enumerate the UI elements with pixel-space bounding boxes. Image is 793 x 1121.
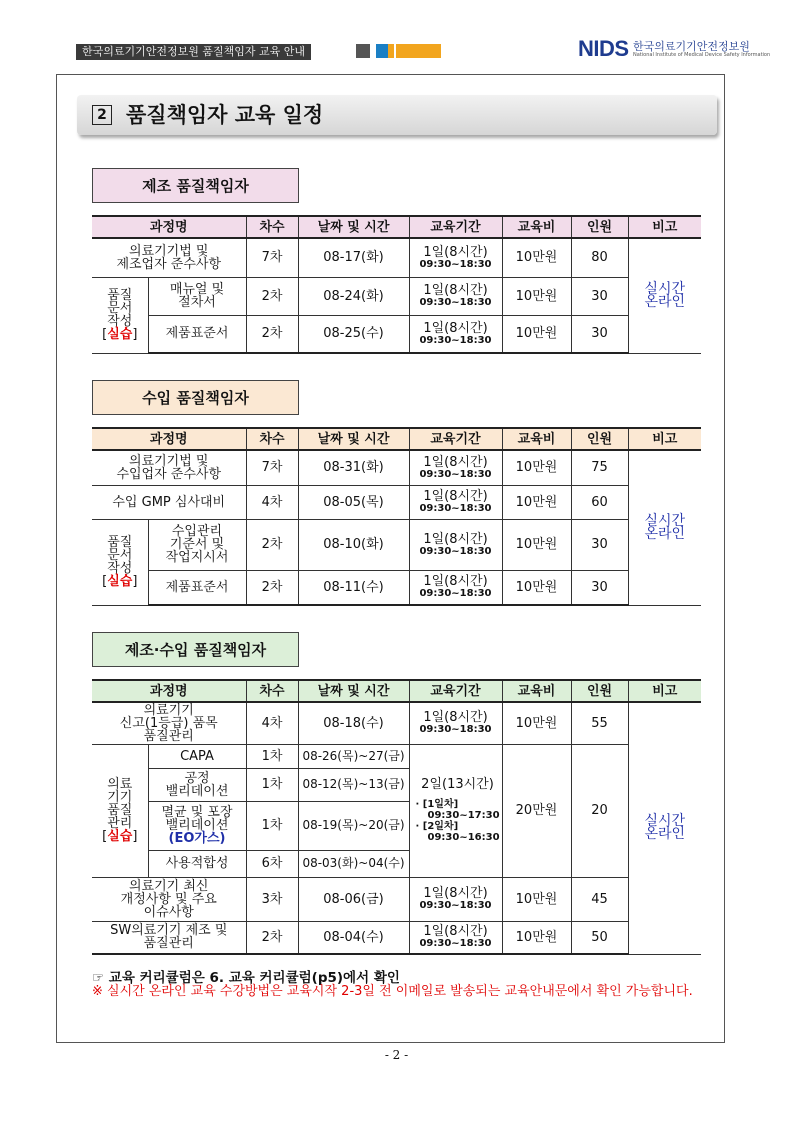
round: 7차 (246, 238, 298, 277)
course-name: 제품표준서 (148, 315, 246, 353)
import-table (92, 427, 701, 606)
table-row (92, 277, 701, 315)
note-online: 실시간 온라인 (628, 238, 701, 353)
course-name: 매뉴얼 및 절차서 (148, 277, 246, 315)
col-period: 교육기간 (409, 428, 502, 450)
fee: 10만원 (502, 877, 571, 921)
people: 75 (571, 450, 628, 485)
both-table (92, 679, 701, 955)
col-round: 차수 (246, 680, 298, 702)
course-name: 의료기기법 및 제조업자 준수사항 (92, 238, 246, 277)
fee: 10만원 (502, 921, 571, 954)
people: 45 (571, 877, 628, 921)
round: 1차 (246, 801, 298, 850)
period: 1일(8시간) 09:30~18:30 (409, 702, 502, 744)
fee: 10만원 (502, 315, 571, 353)
period: 1일(8시간) 09:30~18:30 (409, 450, 502, 485)
group-label: 의료 기기 품질 관리 [실습] (92, 744, 148, 877)
people: 20 (571, 744, 628, 877)
date: 08-24(화) (298, 277, 409, 315)
date: 08-04(수) (298, 921, 409, 954)
col-period: 교육기간 (409, 216, 502, 238)
col-fee: 교육비 (502, 428, 571, 450)
fee: 10만원 (502, 277, 571, 315)
course-name: 수입관리 기준서 및 작업지시서 (148, 519, 246, 570)
course-name: 멸균 및 포장 밸리데이션 (EO가스) (148, 801, 246, 850)
col-note: 비고 (628, 680, 701, 702)
course-name: 사용적합성 (148, 850, 246, 877)
round: 6차 (246, 850, 298, 877)
round: 1차 (246, 768, 298, 801)
fee: 10만원 (502, 702, 571, 744)
col-fee: 교육비 (502, 216, 571, 238)
date: 08-03(화)~04(수) (298, 850, 409, 877)
people: 30 (571, 277, 628, 315)
col-people: 인원 (571, 680, 628, 702)
date: 08-06(금) (298, 877, 409, 921)
people: 60 (571, 485, 628, 519)
page-number: - 2 - (384, 1048, 409, 1062)
table-row (92, 450, 701, 485)
course-name: SW의료기기 제조 및 품질관리 (92, 921, 246, 954)
round: 2차 (246, 277, 298, 315)
date: 08-17(화) (298, 238, 409, 277)
col-fee: 교육비 (502, 680, 571, 702)
logo-org-name: 한국의료기기안전정보원 (633, 40, 750, 53)
round: 4차 (246, 485, 298, 519)
date: 08-11(수) (298, 570, 409, 605)
manufacture-table (92, 215, 701, 354)
round: 2차 (246, 570, 298, 605)
fee: 10만원 (502, 450, 571, 485)
col-date: 날짜 및 시간 (298, 428, 409, 450)
people: 55 (571, 702, 628, 744)
fee: 10만원 (502, 519, 571, 570)
group-label: 품질 문서 작성 [실습] (92, 277, 148, 353)
header-decor-orange-small (388, 44, 394, 58)
document-header-label: 한국의료기기안전정보원 품질책임자 교육 안내 (76, 44, 311, 60)
date: 08-05(목) (298, 485, 409, 519)
period: 1일(8시간) 09:30~18:30 (409, 277, 502, 315)
period: 1일(8시간) 09:30~18:30 (409, 519, 502, 570)
table-row (92, 238, 701, 277)
header-decor-dark (356, 44, 370, 58)
course-name: 제품표준서 (148, 570, 246, 605)
fee: 20만원 (502, 744, 571, 877)
people: 30 (571, 570, 628, 605)
col-note: 비고 (628, 428, 701, 450)
group-label: 품질 문서 작성 [실습] (92, 519, 148, 605)
col-date: 날짜 및 시간 (298, 216, 409, 238)
table-header-row (92, 216, 701, 238)
section-number: 2 (92, 105, 112, 125)
round: 7차 (246, 450, 298, 485)
note-online: 실시간 온라인 (628, 702, 701, 954)
col-note: 비고 (628, 216, 701, 238)
date: 08-19(목)~20(금) (298, 801, 409, 850)
table-row (92, 315, 701, 353)
table-row (92, 921, 701, 954)
table-row (92, 570, 701, 605)
round: 1차 (246, 744, 298, 768)
people: 80 (571, 238, 628, 277)
period: 1일(8시간) 09:30~18:30 (409, 921, 502, 954)
date: 08-26(목)~27(금) (298, 744, 409, 768)
people: 30 (571, 315, 628, 353)
round: 2차 (246, 921, 298, 954)
period-merged: 2일(13시간) · [1일차] 09:30~17:30 · [2일차] 09:30~16:30 (409, 744, 502, 877)
logo-wordmark: NIDS (578, 36, 629, 61)
period: 1일(8시간) 09:30~18:30 (409, 570, 502, 605)
both-heading: 제조·수입 품질책임자 (92, 632, 299, 667)
import-heading: 수입 품질책임자 (92, 380, 299, 415)
section-title: 품질책임자 교육 일정 (126, 103, 324, 127)
date: 08-31(화) (298, 450, 409, 485)
date: 08-12(목)~13(금) (298, 768, 409, 801)
period: 1일(8시간) 09:30~18:30 (409, 315, 502, 353)
online-notice: ※ 실시간 온라인 교육 수강방법은 교육시작 2-3일 전 이메일로 발송되는 교육안내문에서 확인 가능합니다. (92, 984, 693, 999)
logo-org-english: National Institute of Medical Device Safety Information (633, 52, 771, 58)
col-course: 과정명 (92, 428, 246, 450)
course-name: 의료기기 최신 개정사항 및 주요 이슈사항 (92, 877, 246, 921)
period: 1일(8시간) 09:30~18:30 (409, 877, 502, 921)
table-header-row (92, 428, 701, 450)
course-name: 의료기기 신고(1등급) 품목 품질관리 (92, 702, 246, 744)
course-name: 의료기기법 및 수입업자 준수사항 (92, 450, 246, 485)
date: 08-18(수) (298, 702, 409, 744)
table-row (92, 485, 701, 519)
col-people: 인원 (571, 216, 628, 238)
col-course: 과정명 (92, 680, 246, 702)
period: 1일(8시간) 09:30~18:30 (409, 238, 502, 277)
course-name: CAPA (148, 744, 246, 768)
table-header-row (92, 680, 701, 702)
col-course: 과정명 (92, 216, 246, 238)
course-name: 공정 밸리데이션 (148, 768, 246, 801)
fee: 10만원 (502, 485, 571, 519)
col-round: 차수 (246, 216, 298, 238)
date: 08-10(화) (298, 519, 409, 570)
course-name: 수입 GMP 심사대비 (92, 485, 246, 519)
round: 3차 (246, 877, 298, 921)
note-online: 실시간 온라인 (628, 450, 701, 605)
fee: 10만원 (502, 238, 571, 277)
people: 30 (571, 519, 628, 570)
period: 1일(8시간) 09:30~18:30 (409, 485, 502, 519)
manufacture-heading: 제조 품질책임자 (92, 168, 299, 203)
round: 4차 (246, 702, 298, 744)
fee: 10만원 (502, 570, 571, 605)
header-decor-orange (396, 44, 441, 58)
table-row (92, 702, 701, 744)
curriculum-note: ☞ 교육 커리큘럼은 6. 교육 커리큘럼(p5)에서 확인 (92, 970, 400, 986)
col-period: 교육기간 (409, 680, 502, 702)
col-round: 차수 (246, 428, 298, 450)
round: 2차 (246, 315, 298, 353)
col-people: 인원 (571, 428, 628, 450)
date: 08-25(수) (298, 315, 409, 353)
col-date: 날짜 및 시간 (298, 680, 409, 702)
table-row (92, 519, 701, 570)
table-row (92, 877, 701, 921)
round: 2차 (246, 519, 298, 570)
table-row (92, 744, 701, 768)
people: 50 (571, 921, 628, 954)
